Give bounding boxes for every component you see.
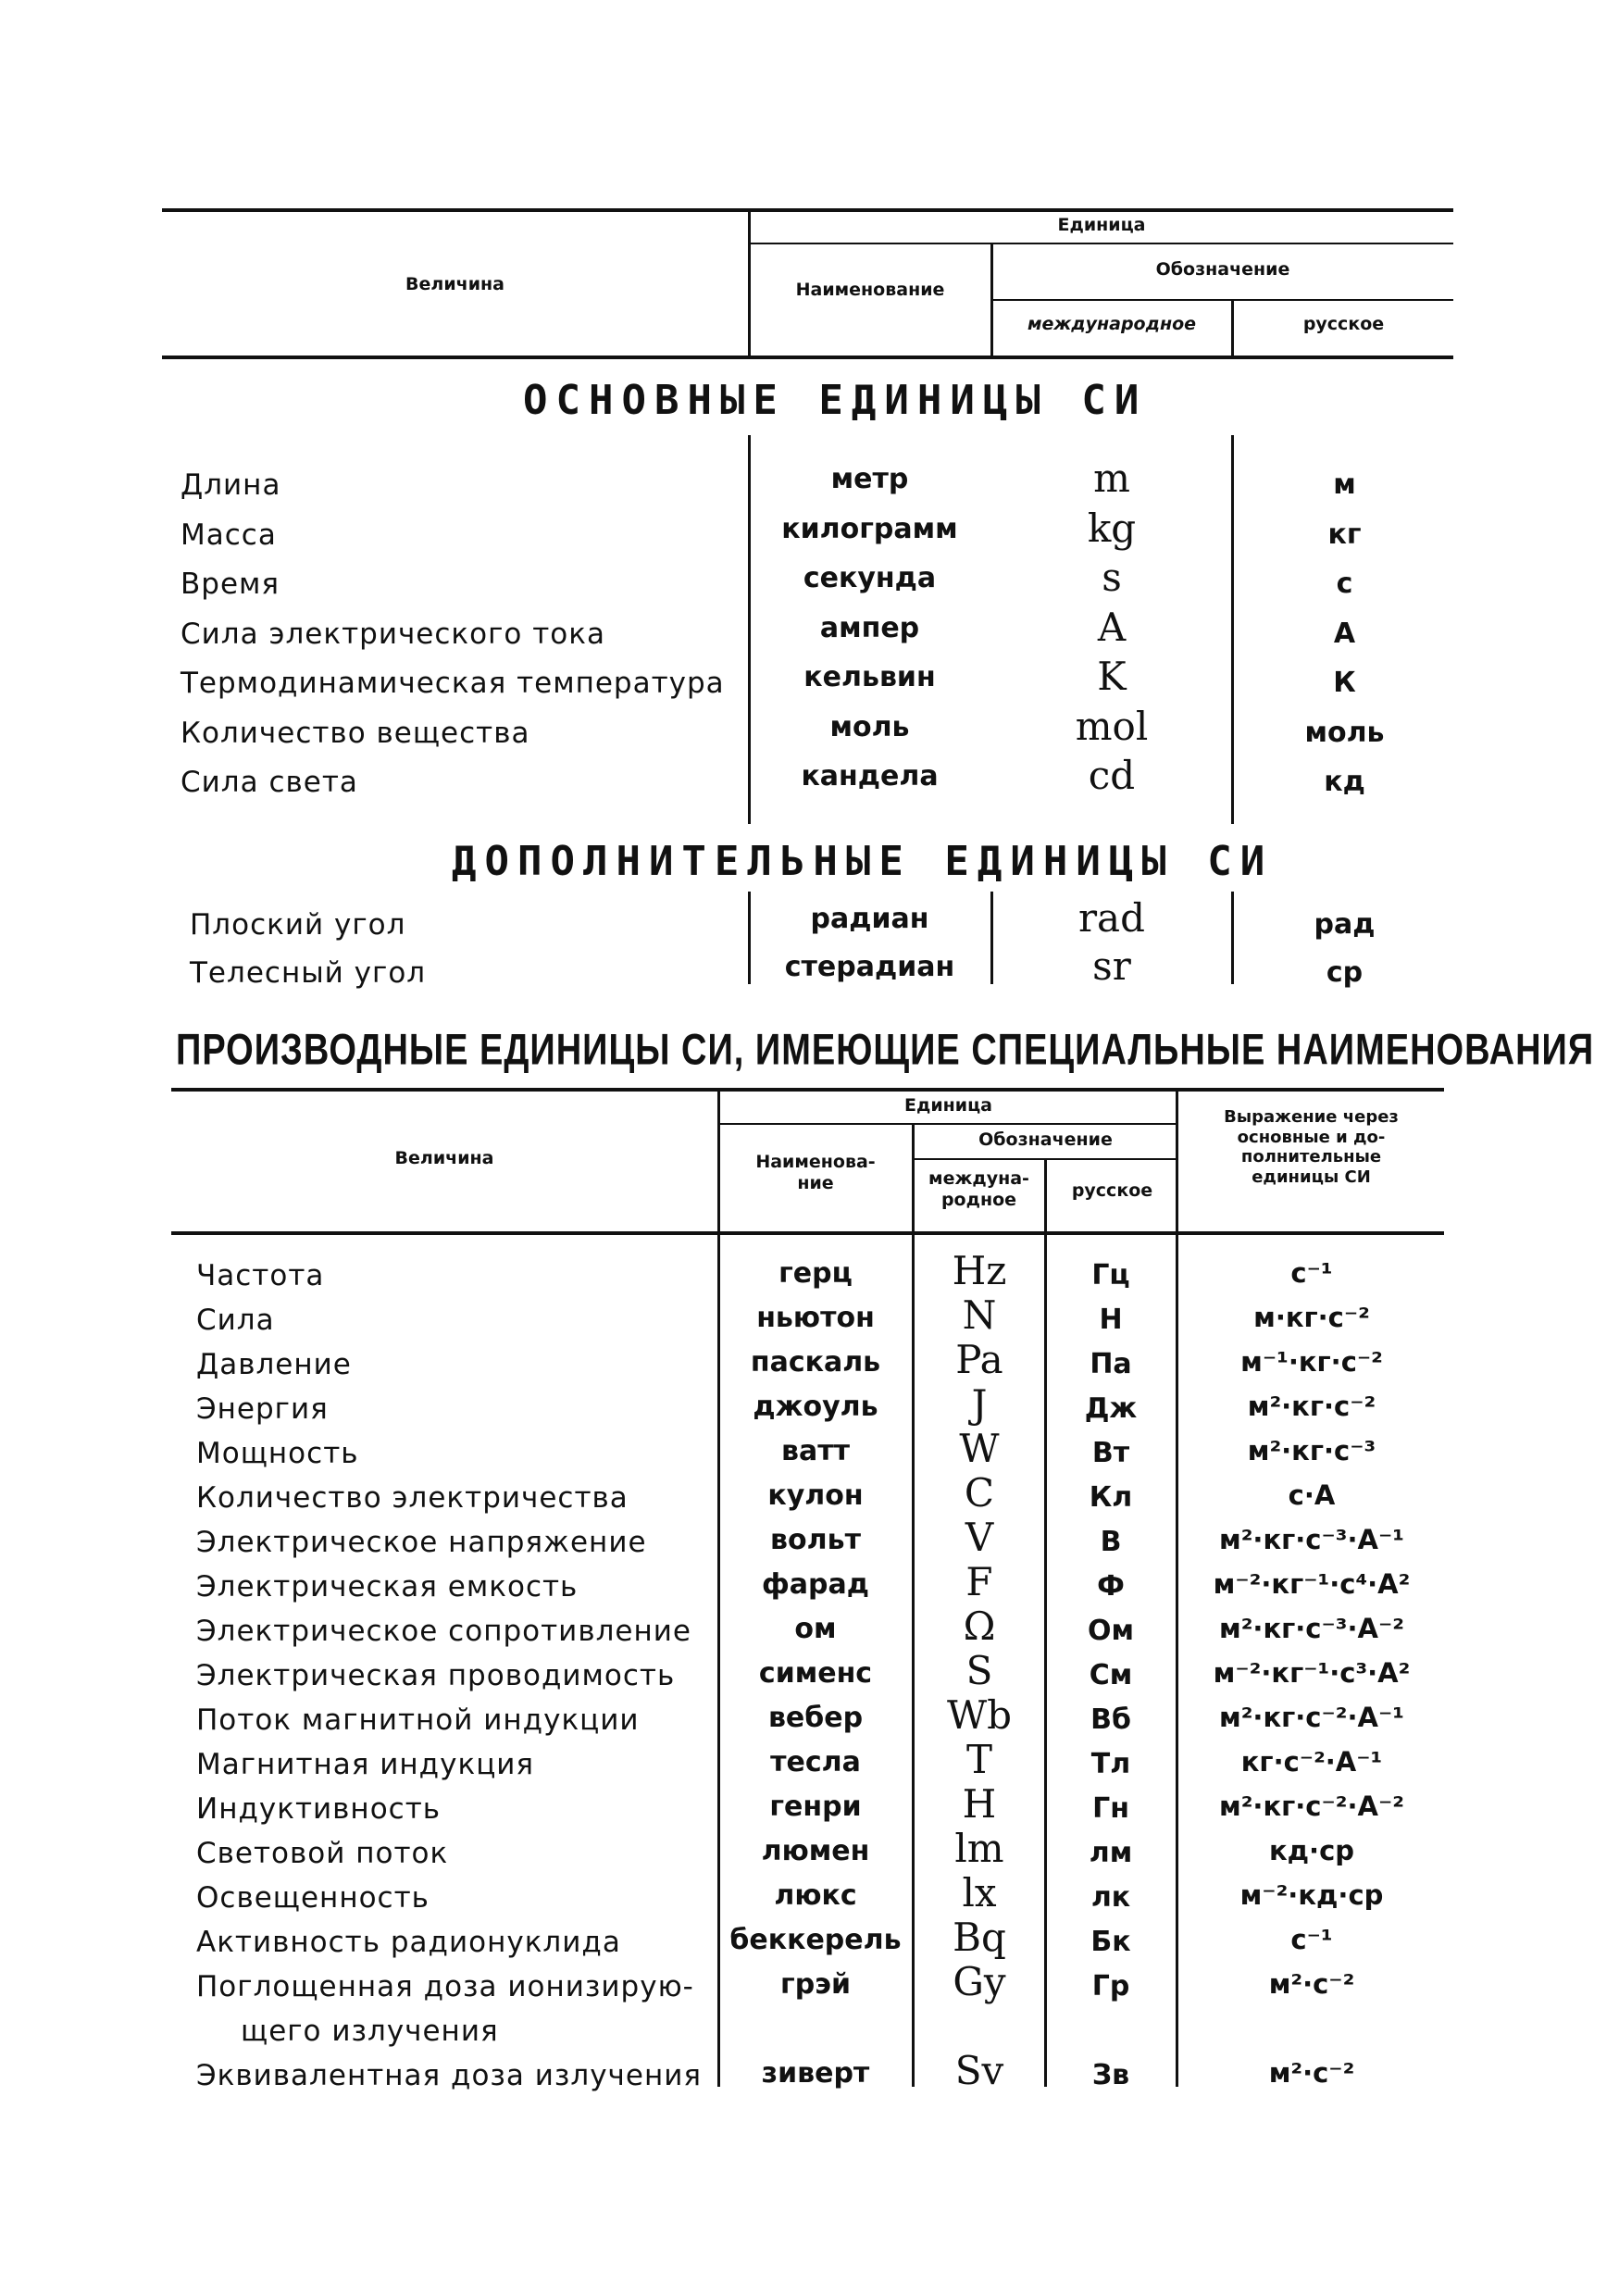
unit-name-cell: сименс (758, 1657, 873, 1690)
quantity-cell: Длина (181, 468, 281, 502)
russian-symbol-cell: Гн (1092, 1792, 1129, 1825)
quantity-cell: Сила электрического тока (181, 617, 605, 651)
international-symbol-cell: V (965, 1515, 994, 1560)
column-divider (912, 1235, 915, 2087)
unit-name-cell: джоуль (753, 1391, 878, 1423)
unit-name-cell: зиверт (761, 2057, 870, 2090)
quantity-cell: Давление (196, 1348, 352, 1381)
international-symbol-cell: kg (1087, 505, 1137, 551)
unit-name-cell: моль (829, 710, 910, 743)
column-divider (1231, 435, 1234, 824)
quantity-cell: Электрическая емкость (196, 1570, 579, 1603)
russian-symbol-cell: Ом (1087, 1615, 1135, 1647)
international-symbol-cell: Pa (955, 1337, 1003, 1382)
quantity-cell: Электрическая проводимость (196, 1659, 676, 1692)
russian-symbol-cell: Н (1099, 1304, 1123, 1336)
international-symbol-cell: lx (962, 1870, 997, 1915)
international-symbol-cell: Hz (952, 1248, 1007, 1293)
unit-name-cell: кулон (767, 1479, 864, 1512)
column-divider (990, 892, 993, 984)
si-expression-cell: кд·ср (1268, 1835, 1355, 1866)
header-designation: Обозначение (978, 1129, 1113, 1150)
russian-symbol-cell: Гц (1091, 1259, 1130, 1292)
si-expression-cell: м²·с⁻² (1268, 2057, 1355, 2089)
column-divider (1176, 1235, 1178, 2087)
unit-name-cell: грэй (780, 1968, 851, 2001)
russian-symbol-cell: кд (1324, 766, 1365, 798)
international-symbol-cell: lm (954, 1826, 1004, 1871)
quantity-cell: Время (181, 568, 280, 601)
unit-name-cell: секунда (803, 562, 937, 594)
quantity-cell: Освещенность (196, 1881, 430, 1915)
unit-name-cell: килограмм (781, 512, 958, 545)
international-symbol-cell: cd (1088, 753, 1136, 798)
table2-unit-rule (719, 1123, 1177, 1125)
quantity-cell: Магнитная индукция (196, 1748, 535, 1781)
russian-symbol-cell: с (1336, 568, 1353, 600)
russian-symbol-cell: Бк (1090, 1926, 1131, 1958)
header-quantity: Величина (405, 274, 504, 294)
quantity-cell: Масса (181, 518, 277, 552)
international-symbol-cell: W (959, 1426, 1000, 1471)
header-unit: Единица (904, 1095, 992, 1116)
quantity-cell: Частота (196, 1259, 325, 1292)
russian-symbol-cell: В (1100, 1526, 1122, 1558)
quantity-cell: Электрическое напряжение (196, 1526, 647, 1559)
si-expression-cell: м²·кг·с⁻² (1247, 1391, 1376, 1422)
unit-name-cell: люкс (774, 1879, 857, 1912)
international-symbol-cell: mol (1075, 703, 1149, 749)
unit-name-cell: герц (778, 1257, 853, 1290)
unit-name-cell: вольт (770, 1524, 861, 1556)
russian-symbol-cell: Зв (1091, 2059, 1130, 2091)
international-symbol-cell: m (1093, 455, 1130, 501)
russian-symbol-cell: Гр (1091, 1970, 1130, 2003)
quantity-cell: Плоский угол (190, 908, 406, 942)
si-expression-cell: м·кг·с⁻² (1253, 1302, 1370, 1333)
russian-symbol-cell: Па (1090, 1348, 1132, 1380)
russian-symbol-cell: Тл (1090, 1748, 1131, 1780)
quantity-cell: Сила (196, 1304, 275, 1337)
header-expression: Выражение через основные и до- полнительные единицы СИ (1224, 1107, 1399, 1187)
si-expression-cell: кг·с⁻²·А⁻¹ (1240, 1746, 1383, 1778)
quantity-cell: Мощность (196, 1437, 359, 1470)
si-expression-cell: с⁻¹ (1290, 1257, 1333, 1289)
header-name: Наименова- ние (755, 1152, 876, 1193)
si-expression-cell: с⁻¹ (1290, 1924, 1333, 1955)
quantity-cell: Световой поток (196, 1837, 449, 1870)
unit-name-cell: паскаль (750, 1346, 881, 1379)
international-symbol-cell: N (962, 1292, 997, 1338)
quantity-cell: Электрическое сопротивление (196, 1615, 691, 1648)
table2-header-bottom-rule (171, 1231, 1444, 1235)
header-quantity: Величина (394, 1148, 494, 1168)
unit-name-cell: ом (794, 1613, 837, 1645)
table1-header-bottom-rule (162, 356, 1453, 359)
international-symbol-cell: F (965, 1559, 993, 1604)
unit-name-cell: беккерель (729, 1924, 902, 1956)
russian-symbol-cell: К (1333, 667, 1356, 699)
unit-name-cell: ватт (780, 1435, 850, 1467)
column-divider (717, 1235, 720, 2087)
quantity-cell: Энергия (196, 1392, 329, 1426)
unit-name-cell: кельвин (803, 661, 936, 693)
si-expression-cell: м²·кг·с⁻²·А⁻² (1219, 1791, 1404, 1822)
quantity-cell: Активность радионуклида (196, 1926, 621, 1959)
international-symbol-cell: H (962, 1781, 997, 1827)
unit-name-cell: стерадиан (784, 951, 955, 983)
unit-name-cell: радиан (810, 903, 929, 935)
si-expression-cell: м²·кг·с⁻³·А⁻¹ (1219, 1524, 1404, 1555)
unit-name-cell: генри (769, 1791, 862, 1823)
quantity-cell: Индуктивность (196, 1792, 442, 1826)
russian-symbol-cell: Дж (1084, 1392, 1138, 1425)
table2-top-rule (171, 1088, 1444, 1092)
russian-symbol-cell: Кл (1089, 1481, 1133, 1514)
russian-symbol-cell: Вт (1091, 1437, 1130, 1469)
column-divider (1044, 1235, 1047, 2087)
russian-symbol-cell: лм (1089, 1837, 1133, 1869)
russian-symbol-cell: Ф (1097, 1570, 1125, 1603)
column-divider (748, 435, 751, 824)
unit-name-cell: метр (830, 463, 909, 495)
si-expression-cell: м²·кг·с⁻³·А⁻² (1219, 1613, 1404, 1644)
si-expression-cell: м²·кг·с⁻³ (1247, 1435, 1376, 1466)
international-symbol-cell: J (971, 1381, 988, 1427)
derived-units-title: ПРОИЗВОДНЫЕ ЕДИНИЦЫ СИ, ИМЕЮЩИЕ СПЕЦИАЛЬНЫЕ НАИМЕНОВАНИЯ (176, 1026, 1595, 1075)
unit-name-cell: фарад (762, 1568, 869, 1601)
international-symbol-cell: Sv (954, 2048, 1004, 2093)
international-symbol-cell: Wb (946, 1692, 1013, 1738)
quantity-cell: Количество электричества (196, 1481, 629, 1515)
russian-symbol-cell: См (1089, 1659, 1133, 1691)
header-russian: русское (1302, 314, 1385, 334)
international-symbol-cell: s (1102, 555, 1122, 600)
russian-symbol-cell: моль (1304, 716, 1385, 749)
supplementary-units-title: ДОПОЛНИТЕЛЬНЫЕ ЕДИНИЦЫ СИ (452, 838, 1274, 885)
header-unit: Единица (1057, 215, 1146, 235)
russian-symbol-cell: рад (1314, 908, 1376, 941)
quantity-cell: Термодинамическая температура (181, 667, 725, 700)
international-symbol-cell: Bq (953, 1915, 1006, 1960)
unit-name-cell: кандела (801, 760, 939, 792)
international-symbol-cell: Ω (963, 1603, 996, 1649)
international-symbol-cell: T (965, 1737, 992, 1782)
header-designation: Обозначение (1155, 259, 1290, 280)
column-divider (1231, 892, 1234, 984)
russian-symbol-cell: ср (1326, 956, 1364, 989)
international-symbol-cell: rad (1077, 895, 1145, 941)
unit-name-cell: ньютон (756, 1302, 875, 1334)
column-divider (748, 892, 751, 984)
header-international: междуна- родное (928, 1168, 1029, 1210)
quantity-cell: Поток магнитной индукции (196, 1703, 640, 1737)
si-expression-cell: м²·кг·с⁻²·А⁻¹ (1219, 1702, 1404, 1733)
international-symbol-cell: Gy (953, 1959, 1006, 2004)
si-expression-cell: м²·с⁻² (1268, 1968, 1355, 2000)
russian-symbol-cell: Вб (1090, 1703, 1131, 1736)
table1-designation-rule (992, 299, 1453, 301)
si-expression-cell: м⁻²·кд·ср (1239, 1879, 1384, 1911)
quantity-cell: Количество вещества (181, 716, 530, 750)
unit-name-cell: люмен (761, 1835, 870, 1867)
unit-name-cell: тесла (770, 1746, 861, 1778)
international-symbol-cell: K (1097, 654, 1127, 699)
international-symbol-cell: S (965, 1648, 993, 1693)
unit-name-cell: вебер (767, 1702, 864, 1734)
header-international: международное (1027, 314, 1197, 334)
unit-name-cell: ампер (819, 611, 920, 644)
header-russian: русское (1071, 1180, 1153, 1201)
international-symbol-cell: C (964, 1470, 995, 1516)
table1-top-rule (162, 208, 1453, 212)
quantity-cell: Телесный угол (190, 956, 427, 990)
header-name: Наименование (795, 280, 945, 300)
international-symbol-cell: sr (1092, 943, 1131, 989)
russian-symbol-cell: кг (1327, 518, 1362, 551)
quantity-cell: Эквивалентная доза излучения (196, 2059, 703, 2092)
si-expression-cell: м⁻¹·кг·с⁻² (1240, 1346, 1383, 1378)
table1-unit-rule (750, 243, 1453, 244)
international-symbol-cell: A (1097, 604, 1127, 650)
si-expression-cell: м⁻²·кг⁻¹·с³·А² (1213, 1657, 1411, 1689)
russian-symbol-cell: А (1333, 617, 1356, 650)
quantity-cell-continued: щего излучения (241, 2015, 499, 2048)
russian-symbol-cell: м (1333, 468, 1356, 501)
si-expression-cell: м⁻²·кг⁻¹·с⁴·А² (1213, 1568, 1411, 1600)
quantity-cell: Сила света (181, 766, 358, 799)
quantity-cell: Поглощенная доза ионизирую- (196, 1970, 694, 2003)
base-units-title: ОСНОВНЫЕ ЕДИНИЦЫ СИ (523, 377, 1148, 424)
russian-symbol-cell: лк (1090, 1881, 1131, 1914)
si-expression-cell: с·А (1288, 1479, 1336, 1511)
